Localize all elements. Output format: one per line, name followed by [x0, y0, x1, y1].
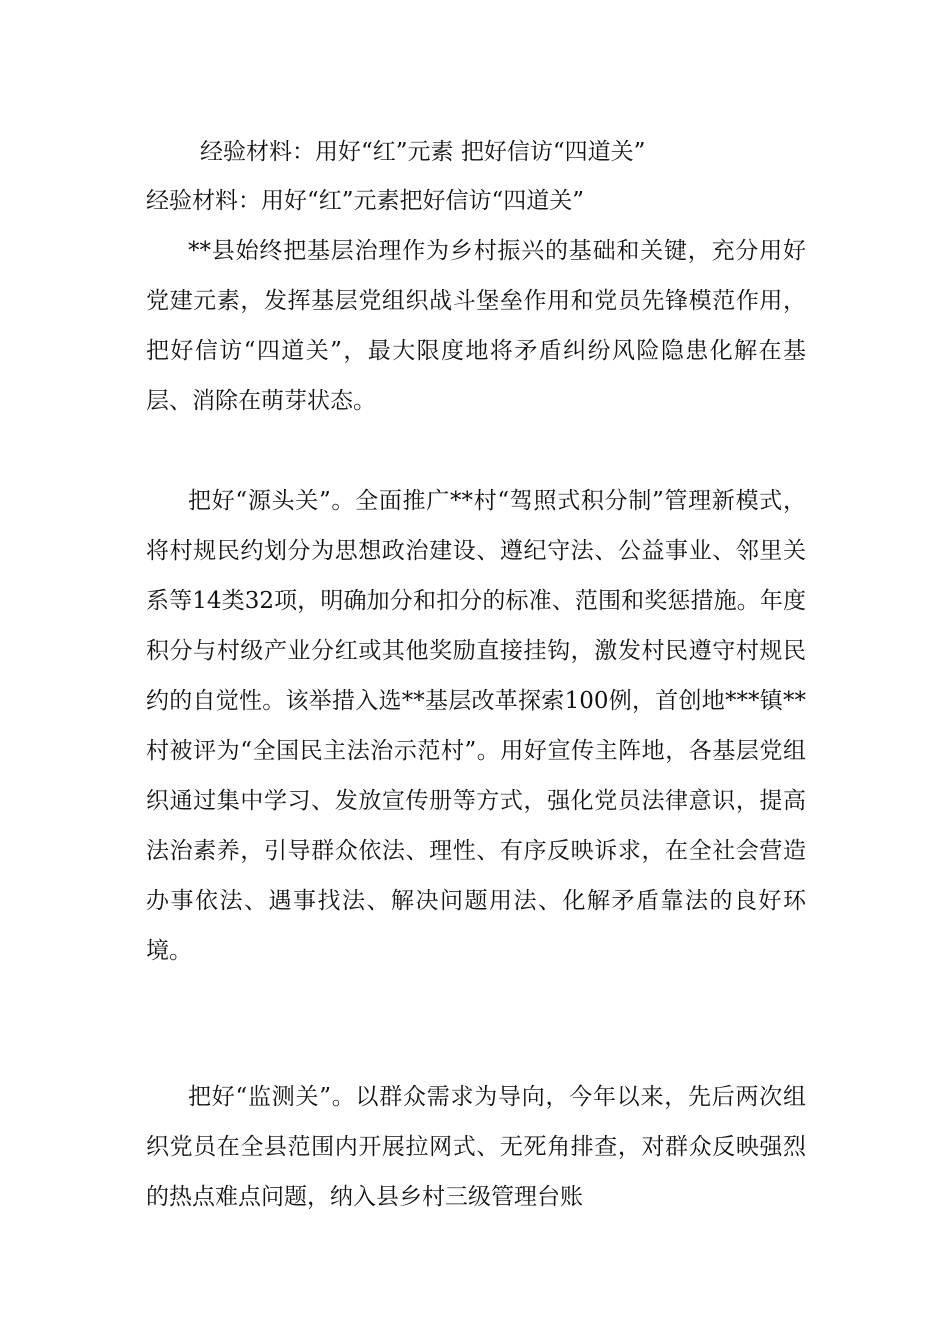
paragraph-source-checkpoint: 把好“源头关”。全面推广**村“驾照式积分制”管理新模式，将村规民约划分为思想政治建设、遵纪守法、公益事业、邻里关系等14类32项，明确加分和扣分的标准、范围和奖惩措施。年度积分与村级产业分红或其他奖励直接挂钩，激发村民遵守村规民约的自觉性。该举措入选**基层改革探索100例，首创地***镇**村被评为“全国民主法治示范村”。用好宣传主阵地，各基层党组织通过集中学习、发放宣传册等方式，强化党员法律意识，提高法治素养，引导群众依法、理性、有序反映诉求，在全社会营造办事依法、遇事找法、解决问题用法、化解矛盾靠法的良好环境。	[146, 488, 806, 964]
paragraph-monitoring-checkpoint: 把好“监测关”。以群众需求为导向，今年以来，先后两次组织党员在全县范围内开展拉网式、无死角排查，对群众反映强烈的热点难点问题，纳入县乡村三级管理台账	[146, 1084, 806, 1210]
paragraph-intro: **县始终把基层治理作为乡村振兴的基础和关键，充分用好党建元素，发挥基层党组织战斗堡垒作用和党员先锋模范作用，把好信访“四道关”，最大限度地将矛盾纠纷风险隐患化解在基层、消除在萌芽状态。	[146, 238, 806, 414]
document-subtitle: 经验材料：用好“红”元素把好信访“四道关”	[146, 188, 585, 214]
document-title: 经验材料：用好“红”元素 把好信访“四道关”	[200, 139, 646, 165]
